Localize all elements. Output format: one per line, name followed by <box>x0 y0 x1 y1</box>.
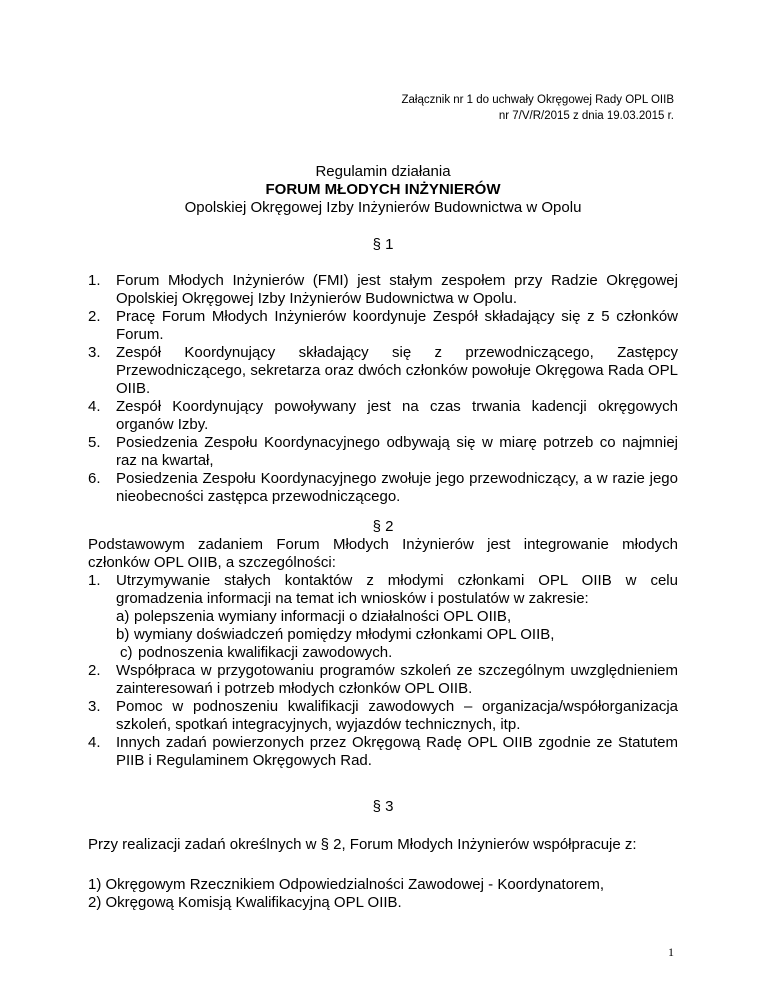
sub-item-text: wymiany doświadczeń pomiędzy młodymi członkami OPL OIIB, <box>134 626 555 643</box>
item-number: 4. <box>88 734 101 751</box>
sub-list-item <box>116 608 678 626</box>
item-text: Innych zadań powierzonych przez Okręgową Radę OPL OIIB zgodnie ze Statutem PIIB i Regulaminem Okręgowych Rad. <box>116 734 678 769</box>
section-3-heading: § 3 <box>372 798 394 815</box>
sub-item-text: polepszenia wymiany informacji o działalności OPL OIIB, <box>134 608 512 625</box>
title-line-3: Opolskiej Okręgowej Izby Inżynierów Budownictwa w Opolu <box>184 199 582 216</box>
section-1-heading: § 1 <box>372 236 394 253</box>
list-item <box>88 398 678 434</box>
list-item <box>88 698 678 734</box>
item-number: 3. <box>88 344 101 361</box>
section-3-item-2: 2) Okręgową Komisją Kwalifikacyjną OPL OIIB. <box>88 894 402 911</box>
document-title <box>88 163 678 217</box>
list-item <box>88 272 678 308</box>
item-text: Zespół Koordynujący składający się z przewodniczącego, Zastępcy Przewodniczącego, sekretarza oraz dwóch członków powołuje Okręgowa Rada OPL OIIB. <box>116 344 678 397</box>
item-text: Utrzymywanie stałych kontaktów z młodymi członkami OPL OIIB w celu gromadzenia informacji na temat ich wniosków i postulatów w zakresie: <box>116 572 678 607</box>
item-text: Pomoc w podnoszeniu kwalifikacji zawodowych – organizacja/współorganizacja szkoleń, spotkań integracyjnych, wyjazdów technicznych, itp. <box>116 698 678 733</box>
page-number: 1 <box>668 945 674 959</box>
item-text: Współpraca w przygotowaniu programów szkoleń ze szczególnym uwzględnieniem zainteresowań i potrzeb młodych członków OPL OIIB. <box>116 662 678 697</box>
item-number: 4. <box>88 398 101 415</box>
sub-list-item <box>116 626 678 644</box>
annex-line-1: Załącznik nr 1 do uchwały Okręgowej Rady OPL OIIB <box>401 94 674 106</box>
sub-item-letter: b) <box>116 626 130 643</box>
list-item <box>88 470 678 506</box>
section-3-item-1: 1) Okręgowym Rzecznikiem Odpowiedzialności Zawodowej - Koordynatorem, <box>88 876 605 893</box>
annex-note <box>402 92 675 124</box>
item-text: Posiedzenia Zespołu Koordynacyjnego zwołuje jego przewodniczący, a w razie jego nieobecności zastępca przewodniczącego. <box>116 470 678 505</box>
item-number: 3. <box>88 698 101 715</box>
sub-item-letter: c) <box>120 644 133 661</box>
section-2-list <box>88 572 678 770</box>
item-text: Forum Młodych Inżynierów (FMI) jest stałym zespołem przy Radzie Okręgowej Opolskiej Okręgowej Izby Inżynierów Budownictwa w Opolu. <box>116 272 678 307</box>
sub-item-text: podnoszenia kwalifikacji zawodowych. <box>138 644 393 661</box>
title-line-1: Regulamin działania <box>315 163 451 180</box>
sub-list-item <box>116 644 678 662</box>
section-3-intro: Przy realizacji zadań określnych w § 2, Forum Młodych Inżynierów współpracuje z: <box>88 836 637 853</box>
item-number: 2. <box>88 662 101 679</box>
item-number: 1. <box>88 572 101 589</box>
item-text: Posiedzenia Zespołu Koordynacyjnego odbywają się w miarę potrzeb co najmniej raz na kwartał, <box>116 434 678 469</box>
section-2-heading: § 2 <box>372 518 394 535</box>
section-1-list <box>88 272 678 506</box>
list-item <box>88 344 678 398</box>
item-text: Zespół Koordynujący powoływany jest na czas trwania kadencji okręgowych organów Izby. <box>116 398 678 433</box>
title-line-2: FORUM MŁODYCH INŻYNIERÓW <box>265 181 501 198</box>
item-number: 1. <box>88 272 101 289</box>
item-number: 6. <box>88 470 101 487</box>
item-number: 2. <box>88 308 101 325</box>
list-item <box>88 734 678 770</box>
item-text: Pracę Forum Młodych Inżynierów koordynuje Zespół składający się z 5 członków Forum. <box>116 308 678 343</box>
list-item <box>88 434 678 470</box>
item-number: 5. <box>88 434 101 451</box>
list-item <box>88 308 678 344</box>
sub-list <box>116 608 678 662</box>
section-2-intro: Podstawowym zadaniem Forum Młodych Inżynierów jest integrowanie młodych członków OPL OIIB, a szczególności: <box>88 536 678 571</box>
sub-item-letter: a) <box>116 608 130 625</box>
annex-line-2: nr 7/V/R/2015 z dnia 19.03.2015 r. <box>498 110 674 122</box>
list-item <box>88 572 678 662</box>
list-item <box>88 662 678 698</box>
